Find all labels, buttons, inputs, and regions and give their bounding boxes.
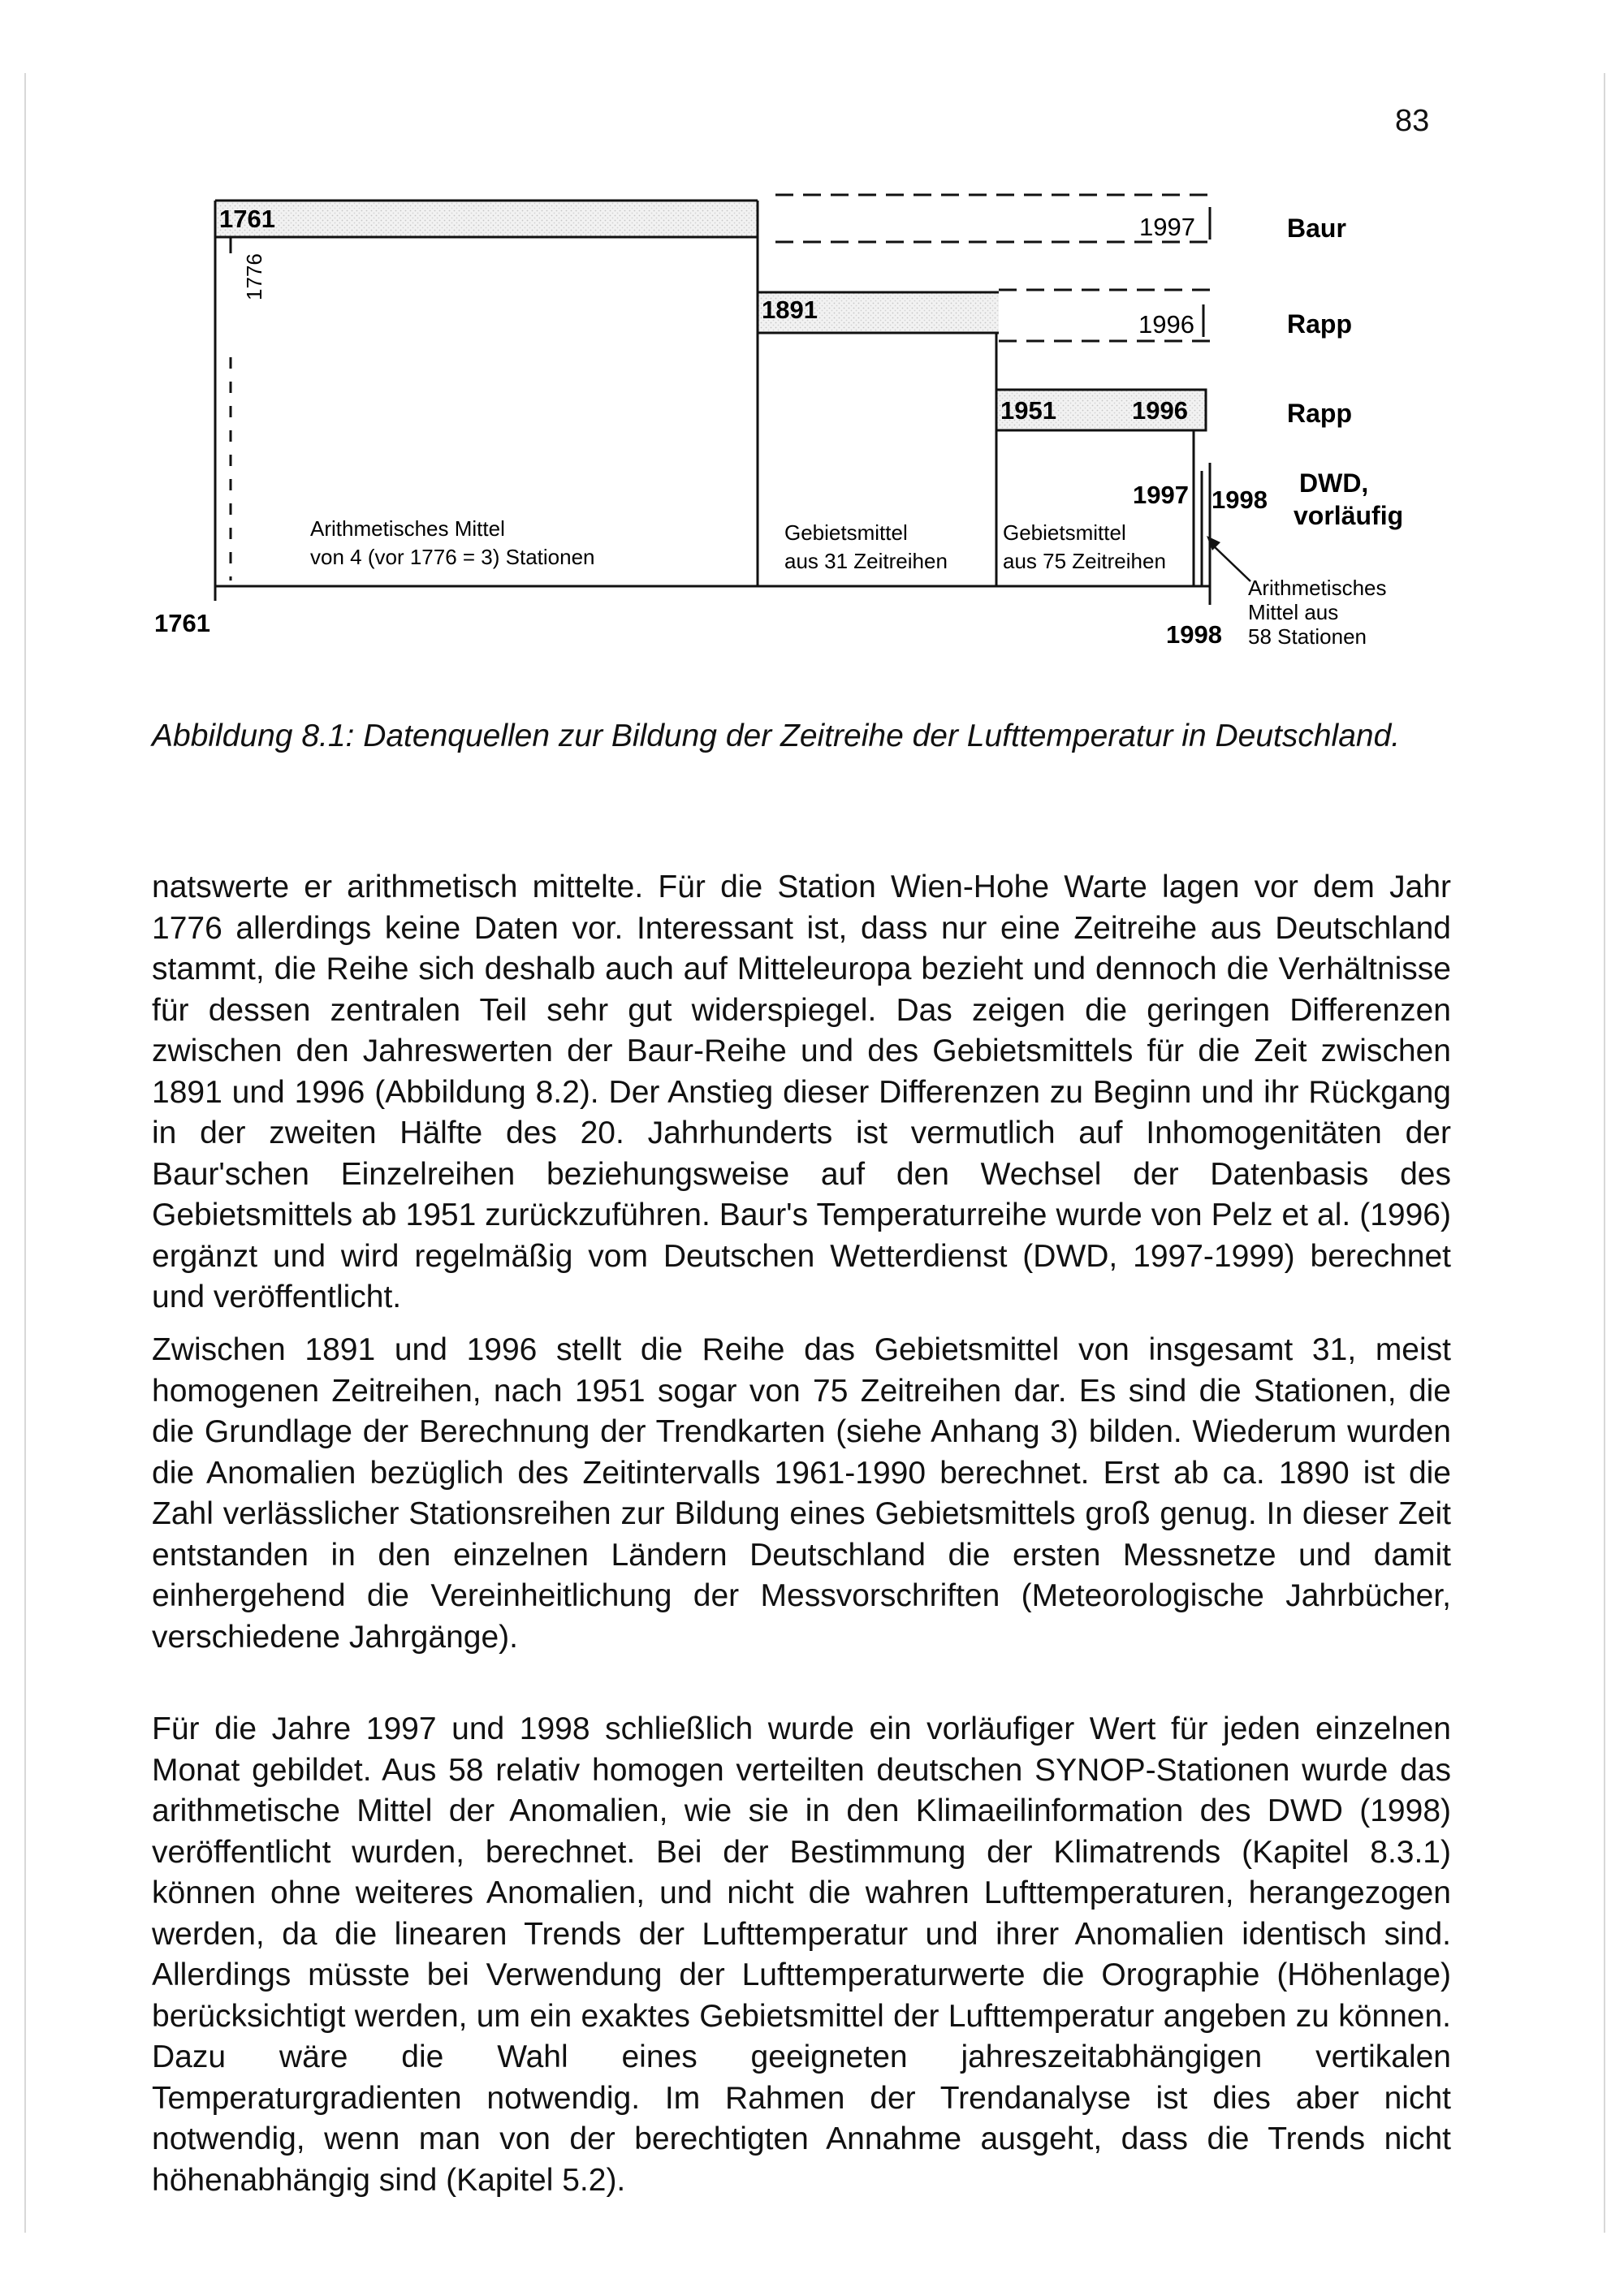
row-rapp-1951: [996, 390, 1352, 430]
dwd-label-line1: DWD,: [1299, 468, 1369, 498]
rapp-1891-start-year: 1891: [762, 296, 818, 324]
page-number: 83: [1395, 104, 1430, 138]
segment2-line2: aus 31 Zeitreihen: [784, 549, 948, 573]
dwd-end-year: 1998: [1212, 486, 1268, 514]
baur-start-year: 1761: [219, 205, 275, 233]
rapp-1951-label: Rapp: [1287, 399, 1352, 428]
segment1-line2: von 4 (vor 1776 = 3) Stationen: [310, 545, 595, 569]
row-rapp-1891: [758, 290, 1352, 341]
axis-right-year: 1998: [1166, 620, 1222, 649]
segment2-line1: Gebietsmittel: [784, 520, 908, 545]
body-paragraph-3: Für die Jahre 1997 und 1998 schließlich wurde ein vorläufiger Wert für jeden einzelnen Monat gebildet. Aus 58 relativ homogen verteilten deutschen SYNOP-Stationen wurde das arithmetische Mittel der Anomalien, wie sie in den Klimaeilinformation des DWD (1998) veröffentlicht wurden, berechnet. Bei der Bestimmung der Klimatrends (Kapitel 8.3.1) können ohne weiteres Anomalien, und nicht die wahren Lufttemperaturen, herangezogen werden, da die linearen Trends der Lufttemperatur und ihrer Anomalien identisch sind. Allerdings müsste bei Verwendung der Lufttemperaturwerte die Orographie (Höhenlage) berücksichtigt werden, um ein exaktes Gebietsmittel der Lufttemperatur angeben zu können. Dazu wäre die Wahl eines geeigneten jahreszeitabhängigen vertikalen Temperaturgradienten notwendig. Im Rahmen der Trendanalyse ist dies aber nicht notwendig, wenn man von der berechtigten Annahme ausgeht, dass die Trends nicht höhenabhängig sind (Kapitel 5.2).: [152, 1711, 1451, 2198]
axis-left-year: 1761: [154, 609, 210, 637]
row-baur: [215, 195, 1346, 300]
body-paragraph-1: natswerte er arithmetisch mittelte. Für die Station Wien-Hohe Warte lagen vor dem Jahr 1776 allerdings keine Daten vor. Interessant ist, dass nur eine Zeitreihe aus Deutschland stammt, die Reihe sich deshalb auch auf Mitteleuropa bezieht und dennoch die Verhältnisse für dessen zentralen Teil sehr gut widerspiegel. Das zeigen die geringen Differenzen zwischen den Jahreswerten der Baur-Reihe und des Gebietsmittels für die Zeit zwischen 1891 und 1996 (Abbildung 8.2). Der Anstieg dieser Differenzen zu Beginn und ihr Rückgang in der zweiten Hälfte des 20. Jahrhunderts ist vermutlich auf Inhomogenitäten der Baur'schen Einzelreihen beziehungsweise auf den Wechsel der Datenbasis des Gebietsmittels ab 1951 zurückzuführen. Baur's Temperaturreihe wurde von Pelz et al. (1996) ergänzt und wird regelmäßig vom Deutschen Wetterdienst (DWD, 1997-1999) berechnet und veröffentlicht.: [152, 870, 1451, 1314]
segment4-line3: 58 Stationen: [1248, 624, 1367, 649]
baur-end-year: 1997: [1139, 213, 1195, 241]
dwd-start-year: 1997: [1133, 481, 1189, 509]
rapp-1951-start-year: 1951: [1000, 396, 1056, 425]
dwd-label-line2: vorläufig: [1294, 501, 1404, 530]
dwd-pointer-line: [1212, 544, 1250, 581]
segment3-line1: Gebietsmittel: [1003, 520, 1126, 545]
row-dwd: [1133, 468, 1403, 530]
baur-rotated-year: 1776: [242, 253, 266, 300]
segment4-line1: Arithmetisches: [1248, 576, 1387, 600]
figure-caption: Abbildung 8.1: Datenquellen zur Bildung der Zeitreihe der Lufttemperatur in Deutschland.: [152, 719, 1401, 753]
data-sources-figure: [0, 0, 1624, 698]
segment3-line2: aus 75 Zeitreihen: [1003, 549, 1166, 573]
baur-label: Baur: [1287, 214, 1346, 243]
segment4-line2: Mittel aus: [1248, 600, 1339, 624]
rapp-1891-end-year: 1996: [1138, 310, 1194, 339]
body-paragraph-2: Zwischen 1891 und 1996 stellt die Reihe das Gebietsmittel von insgesamt 31, meist homogenen Zeitreihen, nach 1951 sogar von 75 Zeitreihen dar. Es sind die Stationen, die die Grundlage der Berechnung der Trendkarten (siehe Anhang 3) bilden. Wiederum wurden die Anomalien bezüglich des Zeitintervalls 1961-1990 berechnet. Erst ab ca. 1890 ist die Zahl verlässlicher Stationsreihen zur Bildung eines Gebietsmittels groß genug. In dieser Zeit entstanden in den einzelnen Ländern Deutschland die ersten Messnetze und damit einhergehend die Vereinheitlichung der Messvorschriften (Meteorologische Jahrbücher, verschiedene Jahrgänge).: [152, 1332, 1451, 1655]
rapp-1951-end-year: 1996: [1132, 396, 1188, 425]
baur-shaded-bar: [215, 201, 758, 237]
rapp-1891-label: Rapp: [1287, 309, 1352, 339]
segment1-line1: Arithmetisches Mittel: [310, 516, 505, 541]
